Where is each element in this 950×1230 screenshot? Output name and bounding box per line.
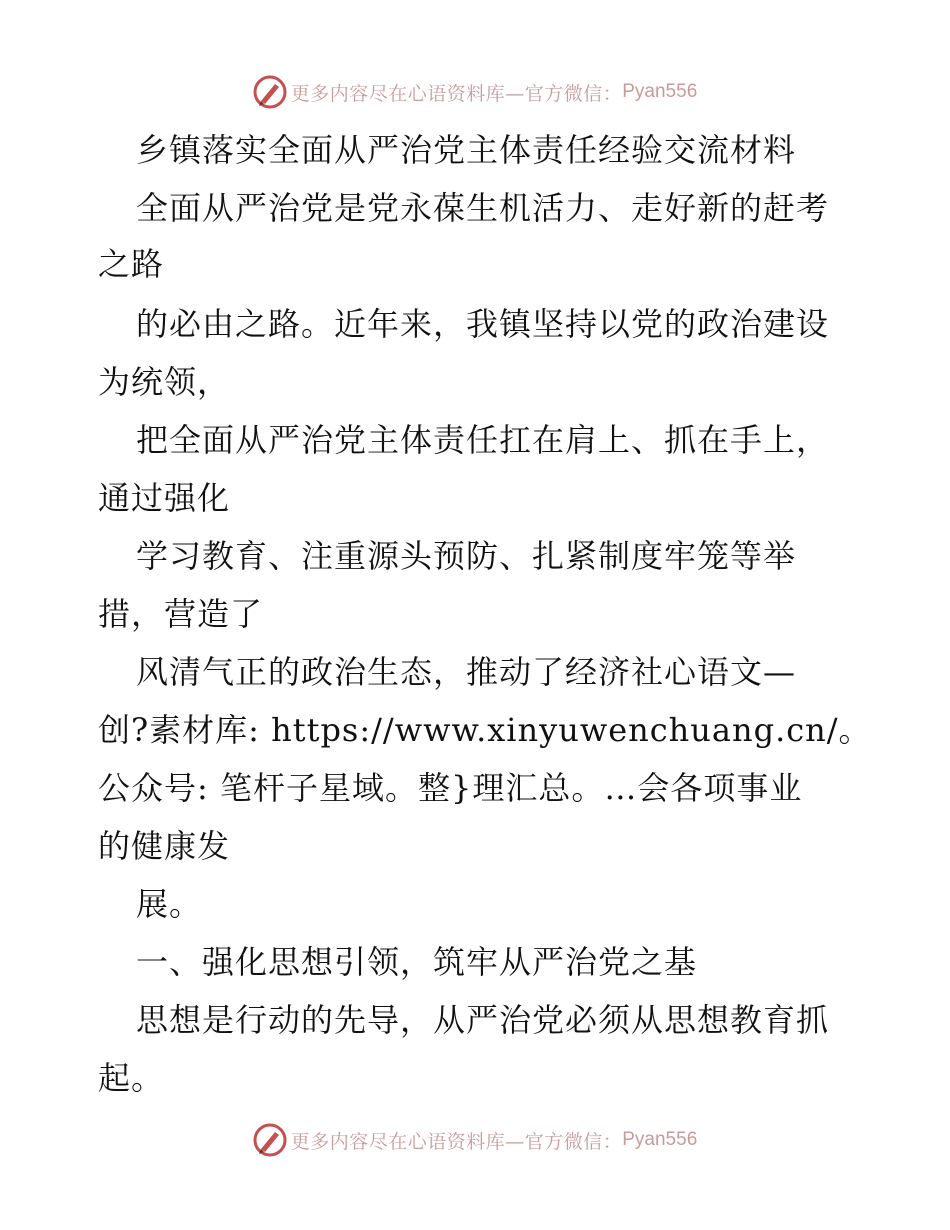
document-title: 乡镇落实全面从严治党主体责任经验交流材料	[136, 131, 797, 169]
paragraph-line: 通过强化	[98, 479, 231, 517]
paragraph-line: 思想是行动的先导，从严治党必须从思想教育抓	[136, 1001, 830, 1039]
paragraph-line: 起。	[98, 1059, 165, 1097]
paragraph-line: 为统领，	[98, 363, 231, 401]
footer-watermark	[0, 1120, 950, 1160]
paragraph-line: 把全面从严治党主体责任扛在肩上、抓在手上，	[136, 421, 830, 459]
header-watermark	[0, 72, 950, 112]
watermark-text: 更多内容尽在心语资料库—官方微信：	[290, 1130, 623, 1153]
paragraph-line: 的必由之路。近年来，我镇坚持以党的政治建设	[136, 305, 830, 343]
paragraph-line: 展。	[136, 885, 203, 923]
paragraph-line: 风清气正的政治生态，推动了经济社心语文—	[136, 653, 797, 691]
section-heading: 一、强化思想引领，筑牢从严治党之基	[136, 943, 698, 981]
paragraph-line: 公众号: 笔杆子星域。整}理汇总。…会各项事业	[98, 769, 803, 807]
paragraph-line: 学习教育、注重源头预防、扎紧制度牢笼等举	[136, 537, 797, 575]
paragraph-line: 措，营造了	[98, 595, 264, 633]
watermark-contact: Pyan556	[622, 81, 698, 102]
pen-logo-icon	[253, 1123, 287, 1157]
paragraph-line: 之路	[98, 245, 165, 283]
paragraph-line: 全面从严治党是党永葆生机活力、走好新的赶考	[136, 189, 830, 227]
paragraph-line: 创?素材库: https://www.xinyuwenchuang.cn/。	[98, 711, 872, 749]
watermark-contact: Pyan556	[622, 1129, 698, 1150]
pen-logo-icon	[253, 75, 287, 109]
watermark-text: 更多内容尽在心语资料库—官方微信：	[290, 82, 623, 105]
paragraph-line: 的健康发	[98, 827, 231, 865]
